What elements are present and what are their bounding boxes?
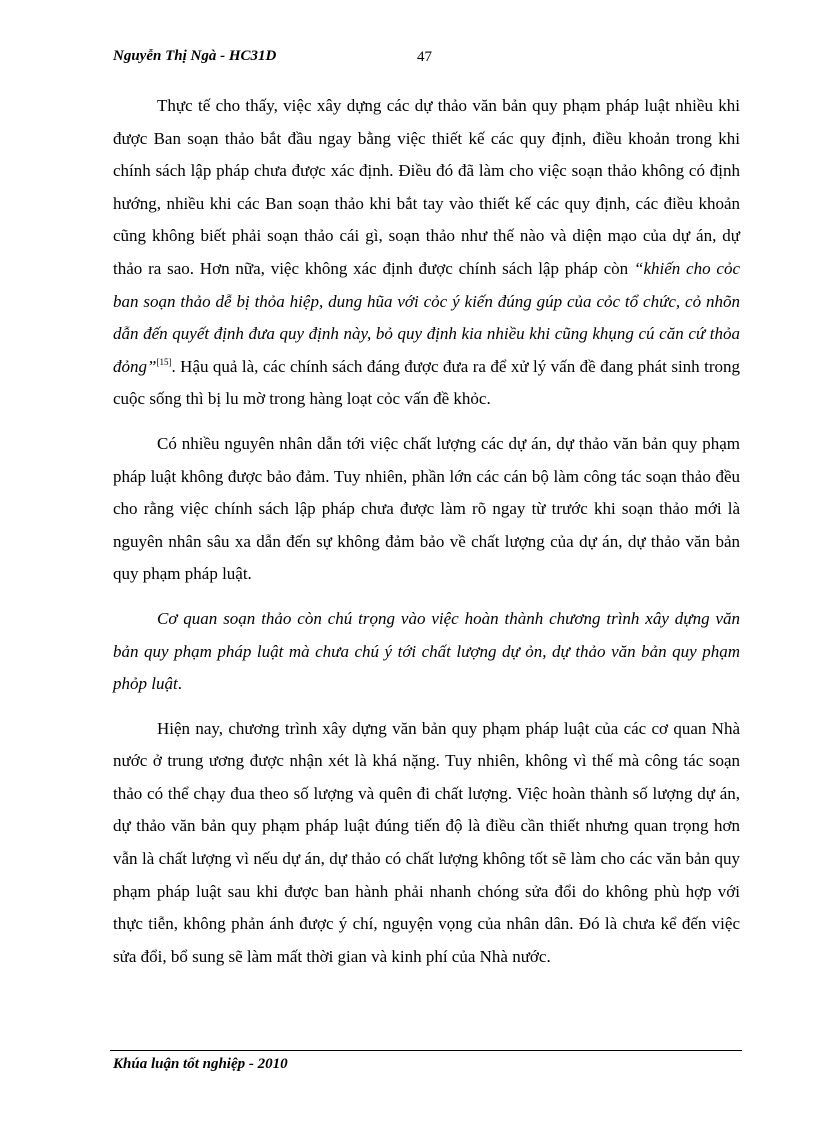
paragraph-1-quote: “khiến cho cỏc ban soạn thảo dễ bị thỏa hiệp, dung hũa với cỏc ý kiến đúng gúp của cỏc tổ chức, cỏ nhõn dẫn đến quyết định đưa quy định này, bỏ quy định kia nhiều khi cũng khụng cú căn cứ thỏa đỏng” xyxy=(113,258,741,376)
header-author: Nguyễn Thị Ngà - HC31D xyxy=(113,48,277,64)
page-number: 47 xyxy=(417,49,432,65)
paragraph-3-period: . xyxy=(177,674,182,694)
footer-divider xyxy=(110,1050,742,1051)
citation-reference: [15] xyxy=(156,356,172,367)
footer-text: Khúa luận tốt nghiệp - 2010 xyxy=(113,1056,288,1072)
paragraph-1-text: Thực tế cho thấy, việc xây dựng các dự thảo văn bản quy phạm pháp luật nhiều khi được Ban soạn thảo bắt đầu ngay bằng việc thiết kế các quy định, điều khoản trong khi chính sách lập pháp chưa được xác định. Điều đó đã làm cho việc soạn thảo không có định hướng, nhiều khi các Ban soạn thảo khi bắt tay vào thiết kế các quy định, các điều khoản cũng không biết phải soạn thảo cái gì, soạn thảo như thế nào và diện mạo của dự án, dự thảo ra sao. Hơn nữa, việc không xác định được chính sách lập pháp còn xyxy=(113,96,740,278)
paragraph-1-text-end: . Hậu quả là, các chính sách đáng được đưa ra để xử lý vấn đề đang phát sinh trong cuộc sống thì bị lu mờ trong hàng loạt cỏc vấn đề khỏc. xyxy=(113,356,740,409)
paragraph-1 xyxy=(113,90,740,416)
document-body xyxy=(113,90,740,973)
paragraph-2: Có nhiều nguyên nhân dẫn tới việc chất lượng các dự án, dự thảo văn bản quy phạm pháp luật không được bảo đảm. Tuy nhiên, phần lớn các cán bộ làm công tác soạn thảo đều cho rằng việc chính sách lập pháp chưa được làm rõ ngay từ trước khi soạn thảo mới là nguyên nhân sâu xa dẫn đến sự không đảm bảo về chất lượng của dự án, dự thảo văn bản quy phạm pháp luật. xyxy=(113,433,740,584)
paragraph-4: Hiện nay, chương trình xây dựng văn bản quy phạm pháp luật của các cơ quan Nhà nước ở trung ương được nhận xét là khá nặng. Tuy nhiên, không vì thế mà công tác soạn thảo có thể chạy đua theo số lượng và quên đi chất lượng. Việc hoàn thành số lượng dự án, dự thảo văn bản quy phạm pháp luật đúng tiến độ là điều cần thiết nhưng quan trọng hơn vẫn là chất lượng vì nếu dự án, dự thảo có chất lượng không tốt sẽ làm cho các văn bản quy phạm pháp luật sau khi được ban hành phải nhanh chóng sửa đổi do không phù hợp với thực tiễn, không phản ánh được ý chí, nguyện vọng của nhân dân. Đó là chưa kể đến việc sửa đổi, bổ sung sẽ làm mất thời gian và kinh phí của Nhà nước. xyxy=(113,718,740,966)
paragraph-3-text: Cơ quan soạn thảo còn chú trọng vào việc hoàn thành chương trình xây dựng văn bản quy phạm pháp luật mà chưa chú ý tới chất lượng dự ỏn, dự thảo văn bản quy phạm phỏp luật xyxy=(113,608,740,694)
paragraph-3-italic xyxy=(113,603,740,701)
